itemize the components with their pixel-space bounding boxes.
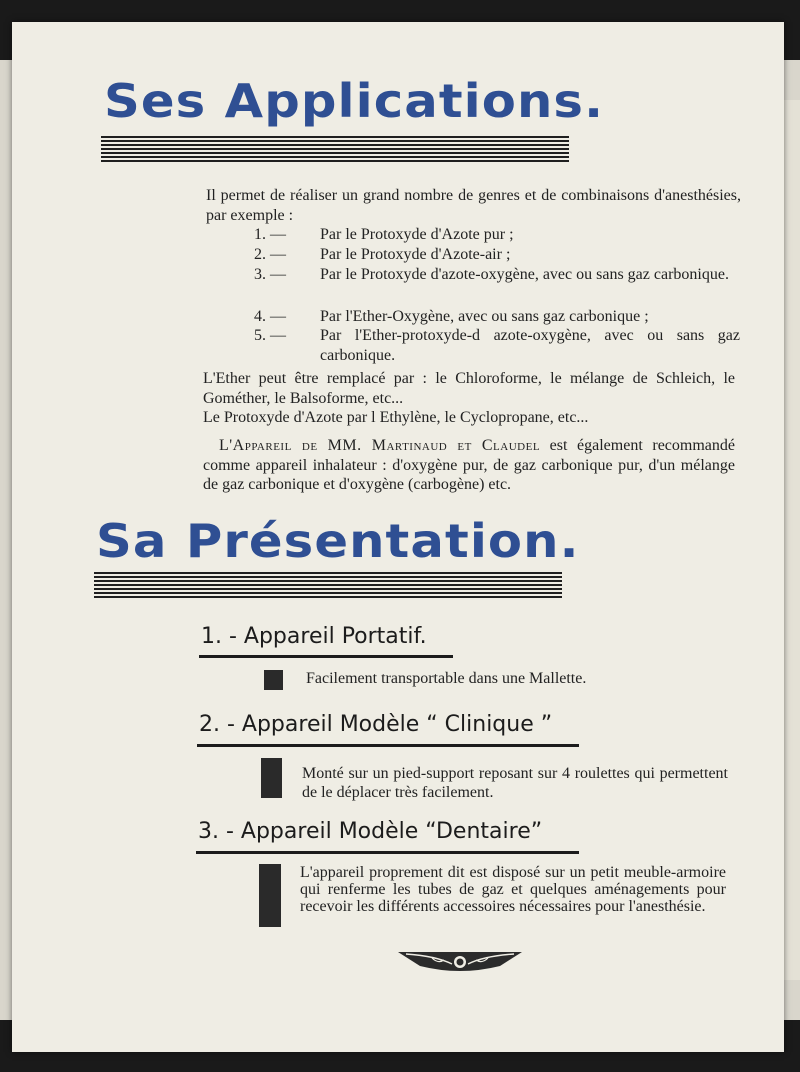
applications-title-rule xyxy=(101,136,569,164)
bullet-marker xyxy=(259,864,281,927)
bullet-marker xyxy=(264,670,283,690)
ether-paragraph: L'Ether peut être remplacé par : le Chloroforme, le mélange de Schleich, le Gométher, le Balsoforme, etc... xyxy=(203,370,735,407)
model-desc-clinique: Monté sur un pied-support reposant sur 4 roulettes qui permettent de le déplacer très facilement. xyxy=(302,765,728,801)
applications-title: Ses Applications. xyxy=(104,74,605,128)
list-item-text: Par le Protoxyde d'Azote pur ; xyxy=(320,226,514,243)
list-item-number: 3. — xyxy=(254,266,286,283)
model-title-clinique: 2. - Appareil Modèle “ Clinique ” xyxy=(199,712,553,737)
model-desc-portatif: Facilement transportable dans une Mallette. xyxy=(306,670,587,687)
list-item-text: Par le Protoxyde d'azote-oxygène, avec ou sans gaz carbonique. xyxy=(320,266,729,283)
decorative-scroll-ornament-icon xyxy=(396,946,524,976)
model-title-underline xyxy=(196,851,579,854)
model-title-dentaire: 3. - Appareil Modèle “Dentaire” xyxy=(198,819,543,844)
model-title-underline xyxy=(199,655,453,658)
list-item-text: Par l'Ether-protoxyde-d azote-oxygène, avec ou sans gaz carbonique. xyxy=(320,327,740,364)
list-item-number: 1. — xyxy=(254,226,286,243)
list-item-number: 2. — xyxy=(254,246,286,263)
adjacent-page-edge xyxy=(784,100,800,980)
presentation-title-rule xyxy=(94,572,562,600)
presentation-title: Sa Présentation. xyxy=(96,514,580,568)
model-title-underline xyxy=(197,744,579,747)
list-item xyxy=(254,265,740,305)
bullet-marker xyxy=(261,758,282,798)
list-item-text: Par le Protoxyde d'Azote-air ; xyxy=(320,246,511,263)
list-item xyxy=(254,326,740,366)
appareil-brand: L'Appareil de MM. Martinaud et Claudel xyxy=(219,437,541,454)
list-item-number: 5. — xyxy=(254,327,286,344)
model-title-portatif: 1. - Appareil Portatif. xyxy=(201,624,427,649)
applications-intro: Il permet de réaliser un grand nombre de genres et de combinaisons d'anesthésies, par exemple : xyxy=(206,187,741,224)
model-desc-dentaire: L'appareil proprement dit est disposé sur un petit meuble-armoire qui renferme les tubes de gaz et quelques aménagements pour recevoir les différents accessoires nécessaires pour l'anesthésie. xyxy=(300,864,726,915)
appareil-description: est également recommandé comme appareil inhalateur : d'oxygène pur, de gaz carbonique pur, d'un mélange de gaz carbonique et d'oxygène (carbogène) etc. xyxy=(203,437,735,493)
protoxyde-paragraph: Le Protoxyde d'Azote par l Ethylène, le Cyclopropane, etc... xyxy=(203,409,589,426)
list-item-text: Par l'Ether-Oxygène, avec ou sans gaz carbonique ; xyxy=(320,308,649,325)
list-item-number: 4. — xyxy=(254,308,286,325)
appareil-paragraph xyxy=(203,436,735,495)
